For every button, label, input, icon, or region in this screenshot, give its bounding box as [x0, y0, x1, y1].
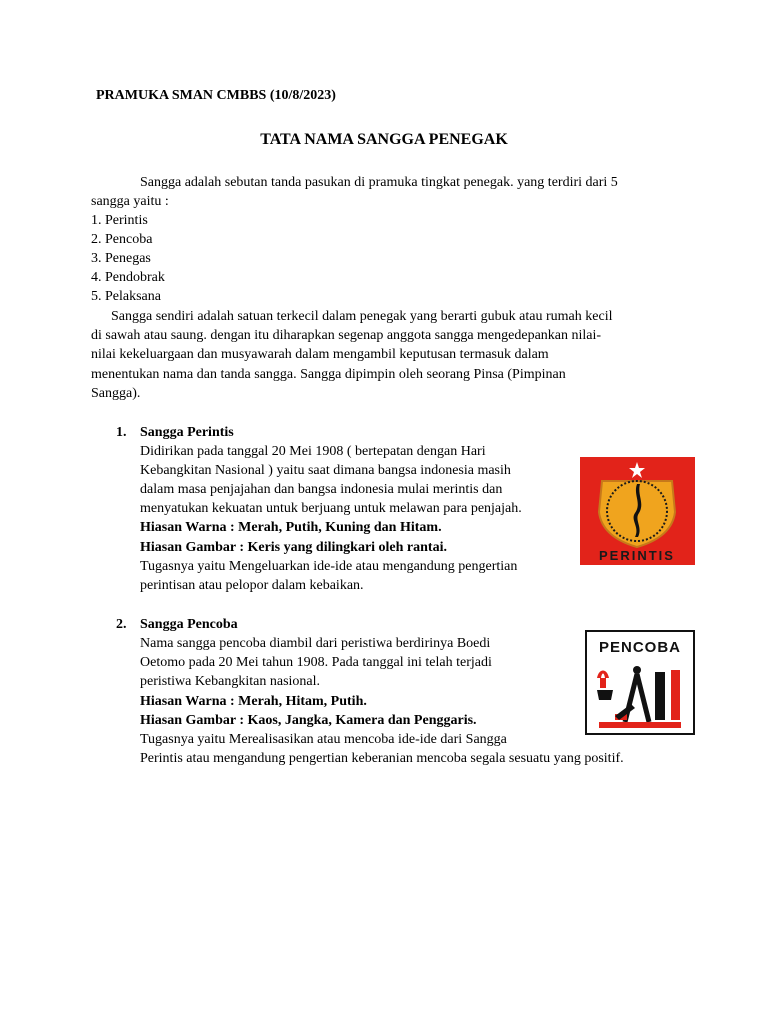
color-line: Hiasan Warna : Merah, Putih, Kuning dan Hitam. — [140, 520, 442, 535]
intro-paragraph-line: menentukan nama dan tanda sangga. Sangga dipimpin oleh seorang Pinsa (Pimpinan — [91, 367, 566, 382]
intro-paragraph-line: Sangga). — [91, 386, 141, 401]
intro-line-1: Sangga adalah sebutan tanda pasukan di pramuka tingkat penegak. yang terdiri dari 5 — [140, 175, 618, 190]
document-title: TATA NAMA SANGGA PENEGAK — [260, 131, 508, 148]
perintis-logo-label: PERINTIS — [599, 548, 675, 563]
perintis-logo — [580, 457, 695, 565]
section-line: menyatukan kekuatan untuk berjuang untuk melawan para penjajah. — [140, 501, 522, 516]
section-line: Nama sangga pencoba diambil dari peristiwa berdirinya Boedi — [140, 636, 491, 651]
sangga-list-item: 5. Pelaksana — [91, 289, 161, 304]
pencoba-logo-label: PENCOBA — [598, 639, 682, 656]
section-number: 1. — [116, 425, 127, 440]
image-line: Hiasan Gambar : Keris yang dilingkari oleh rantai. — [140, 540, 447, 555]
section-line: dalam masa penjajahan dan bangsa indonesia mulai merintis dan — [140, 482, 503, 497]
section-line: Oetomo pada 20 Mei tahun 1908. Pada tanggal ini telah terjadi — [140, 655, 492, 670]
section-number: 2. — [116, 617, 127, 632]
intro-paragraph-line: Sangga sendiri adalah satuan terkecil dalam penegak yang berarti gubuk atau rumah kecil — [111, 309, 613, 324]
sangga-list-item: 4. Pendobrak — [91, 270, 165, 285]
section-heading: Sangga Pencoba — [140, 617, 238, 632]
task-line: perintisan atau pelopor dalam kebaikan. — [140, 578, 364, 593]
sangga-list-item: 1. Perintis — [91, 213, 148, 228]
sangga-list-item: 2. Pencoba — [91, 232, 153, 247]
intro-paragraph-line: nilai kekeluargaan dan musyawarah dalam mengambil keputusan termasuk dalam — [91, 347, 549, 362]
section-line: Kebangkitan Nasional ) yaitu saat dimana bangsa indonesia masih — [140, 463, 511, 478]
task-line: Perintis atau mengandung pengertian keberanian mencoba segala sesuatu yang positif. — [140, 751, 624, 766]
image-line: Hiasan Gambar : Kaos, Jangka, Kamera dan Penggaris. — [140, 713, 477, 728]
intro-line-2: sangga yaitu : — [91, 194, 169, 209]
task-line: Tugasnya yaitu Mengeluarkan ide-ide atau mengandung pengertian — [140, 559, 518, 574]
intro-paragraph-line: di sawah atau saung. dengan itu diharapkan segenap anggota sangga mengedepankan nilai- — [91, 328, 602, 343]
task-line: Tugasnya yaitu Merealisasikan atau mencoba ide-ide dari Sangga — [140, 732, 507, 747]
section-line: Didirikan pada tanggal 20 Mei 1908 ( bertepatan dengan Hari — [140, 444, 486, 459]
document-header: PRAMUKA SMAN CMBBS (10/8/2023) — [96, 88, 336, 103]
pencoba-logo — [585, 630, 695, 735]
color-line: Hiasan Warna : Merah, Hitam, Putih. — [140, 694, 367, 709]
section-heading: Sangga Perintis — [140, 425, 234, 440]
section-line: peristiwa Kebangkitan nasional. — [140, 674, 321, 689]
sangga-list-item: 3. Penegas — [91, 251, 151, 266]
